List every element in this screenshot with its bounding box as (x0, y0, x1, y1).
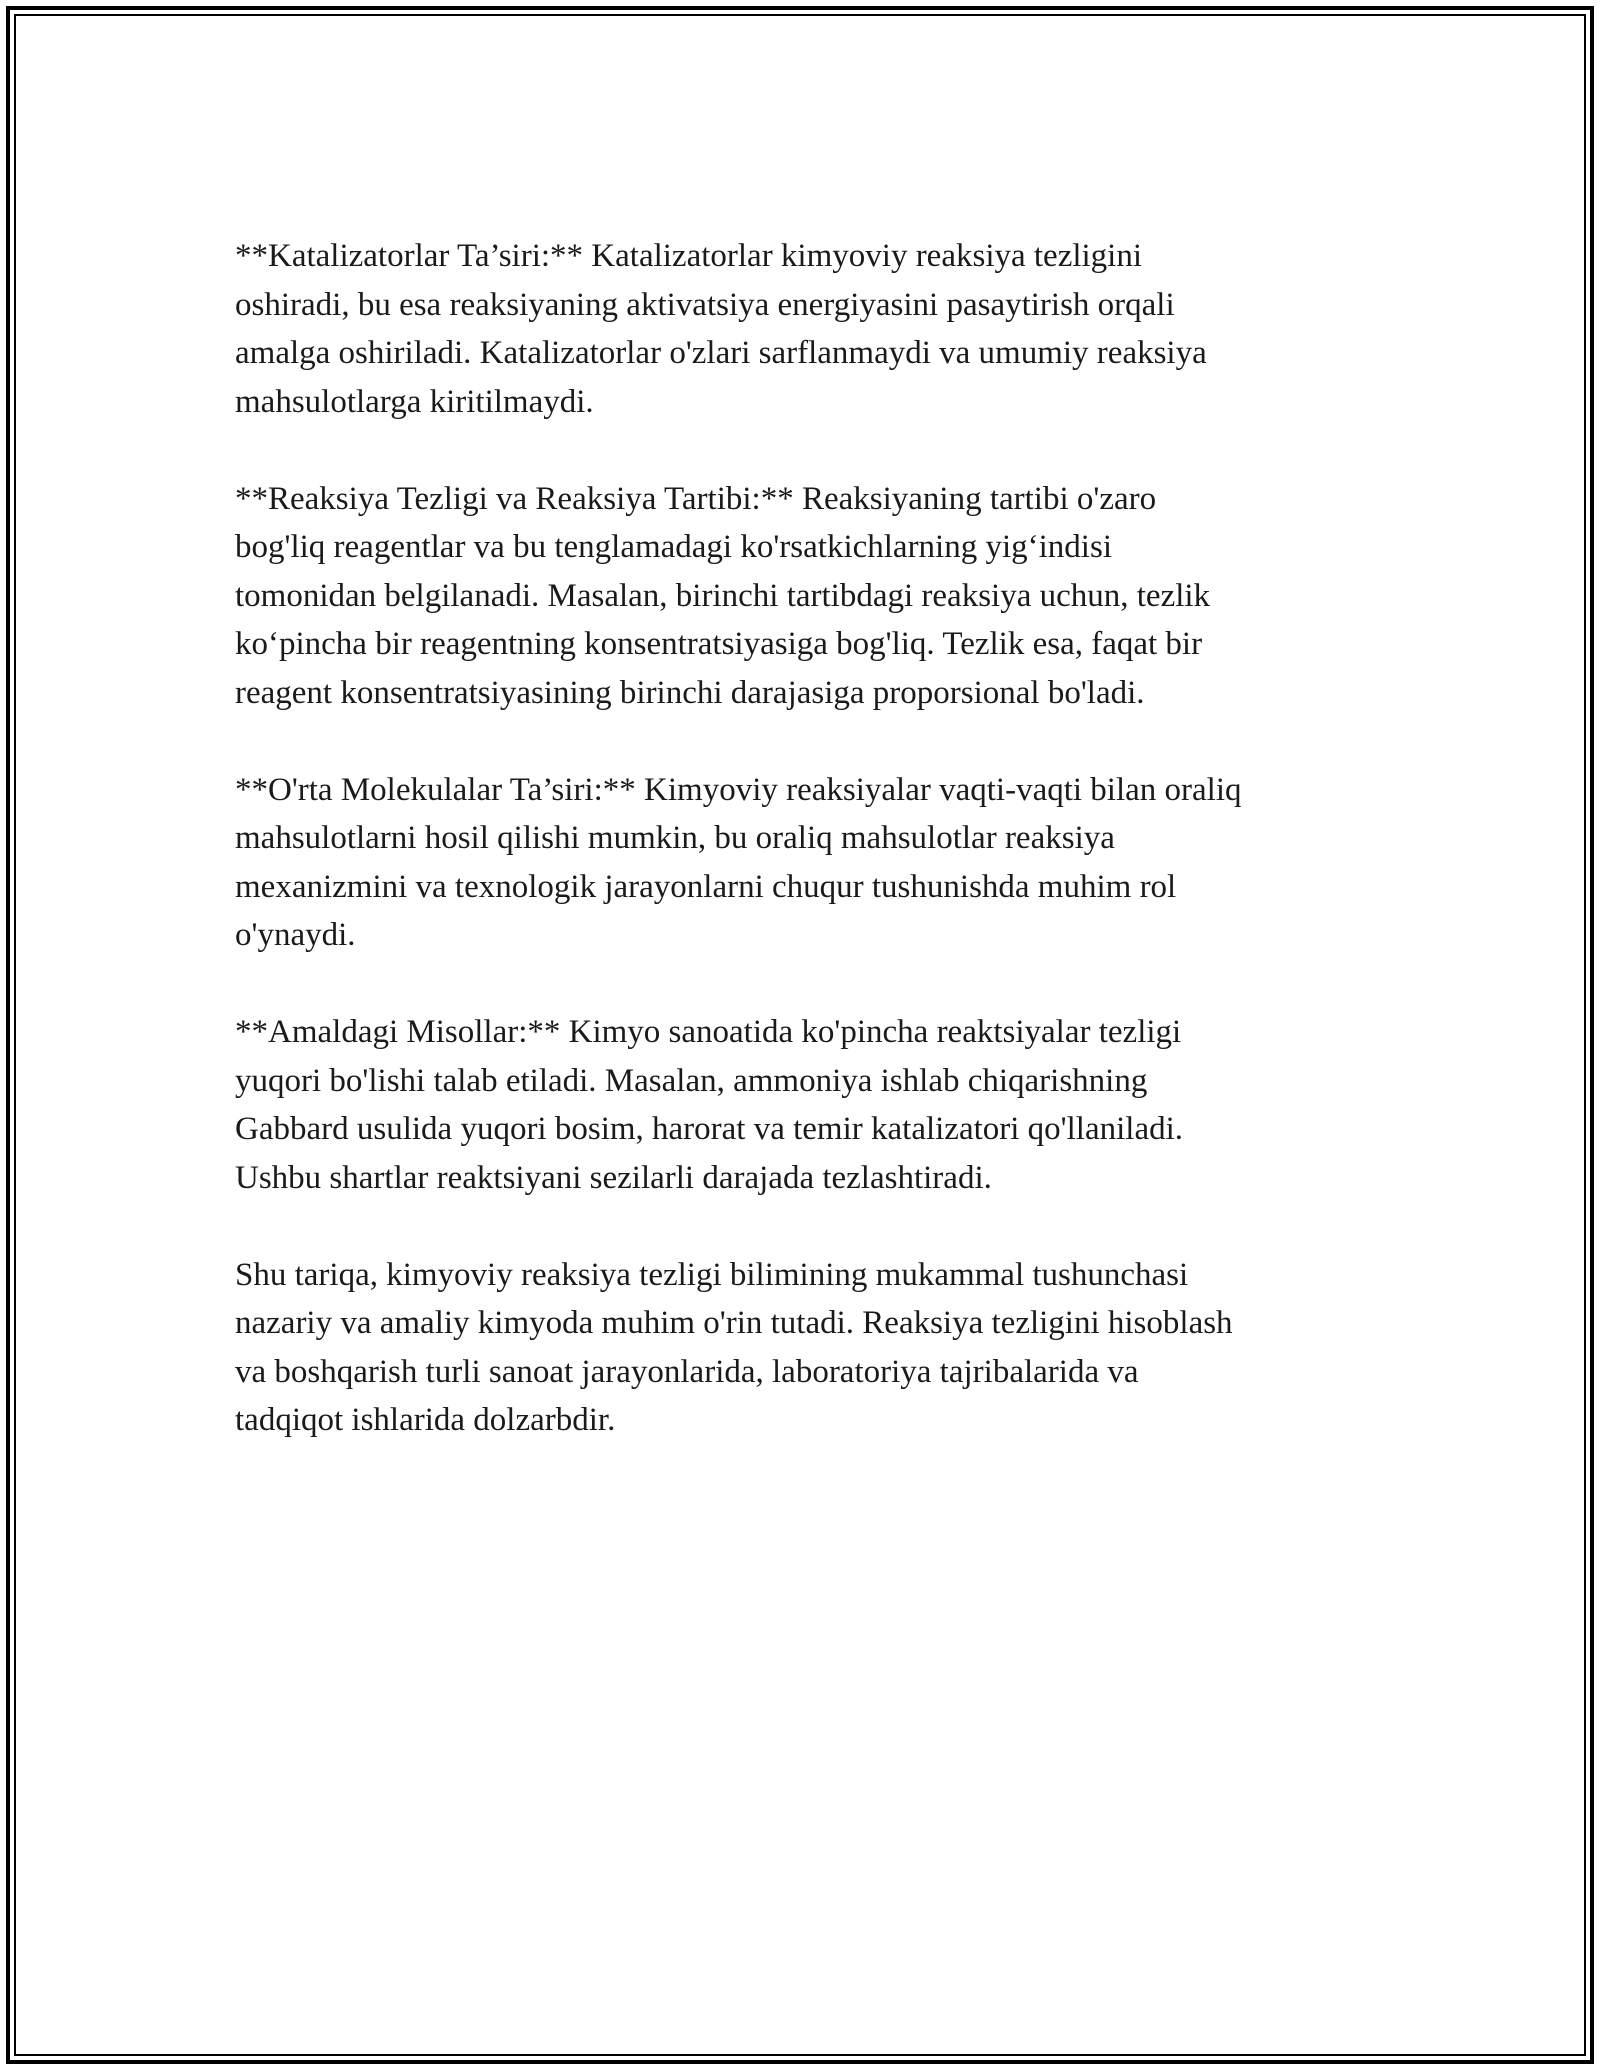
paragraph-catalysts: **Katalizatorlar Ta’siri:** Katalizatorlar kimyoviy reaksiya tezligini oshiradi, bu esa reaksiyaning aktivatsiya energiyasini pasaytirish orqali amalga oshiriladi. Katalizatorlar o'zlari sarflanmaydi va umumiy reaksiya mahsulotlarga kiritilmaydi. (235, 238, 1207, 420)
paragraph-practical-examples: **Amaldagi Misollar:** Kimyo sanoatida ko'pincha reaktsiyalar tezligi yuqori bo'lishi talab etiladi. Masalan, ammoniya ishlab chiqarishning Gabbard usulida yuqori bosim, harorat va temir katalizatori qo'llaniladi. Ushbu shartlar reaktsiyani sezilarli darajada tezlashtiradi. (235, 1014, 1184, 1196)
paragraph-intermediates: **O'rta Molekulalar Ta’siri:** Kimyoviy reaksiyalar vaqti-vaqti bilan oraliq mahsulotlarni hosil qilishi mumkin, bu oraliq mahsulotlar reaksiya mexanizmini va texnologik jarayonlarni chuqur tushunishda muhim rol o'ynaydi. (235, 771, 1242, 953)
paragraph-reaction-order: **Reaksiya Tezligi va Reaksiya Tartibi:** Reaksiyaning tartibi o'zaro bog'liq reagentlar va bu tenglamadagi ko'rsatkichlarning yig‘indisi tomonidan belgilanadi. Masalan, birinchi tartibdagi reaksiya uchun, tezlik ko‘pincha bir reagentning konsentratsiyasiga bog'liq. Tezlik esa, faqat bir reagent konsentratsiyasining birinchi darajasiga proporsional bo'ladi. (235, 480, 1211, 711)
paragraph-conclusion: Shu tariqa, kimyoviy reaksiya tezligi bilimining mukammal tushunchasi nazariy va amaliy kimyoda muhim o'rin tutadi. Reaksiya tezligini hisoblash va boshqarish turli sanoat jarayonlarida, laboratoriya tajribalarida va tadqiqot ishlarida dolzarbdir. (235, 1256, 1233, 1438)
document-body (235, 232, 1385, 1445)
